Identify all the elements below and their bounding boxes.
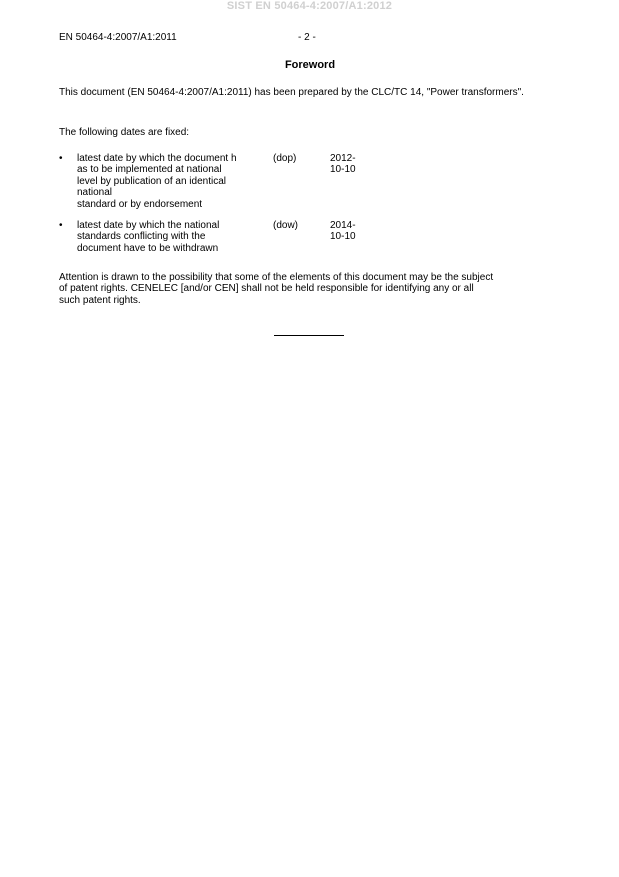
description-line: latest date by which the national — [77, 220, 220, 231]
description-line: latest date by which the document h — [77, 153, 237, 164]
date-item-description — [77, 220, 269, 254]
patent-notice-line: Attention is drawn to the possibility that some of the elements of this document may be the subject — [59, 272, 494, 283]
bullet-icon: • — [59, 153, 63, 164]
patent-notice-line: such patent rights. — [59, 294, 141, 306]
description-line: national — [77, 187, 113, 199]
section-title: Foreword — [284, 59, 336, 71]
date-value: 2012-10-10 — [330, 153, 356, 176]
date-item-description — [77, 153, 269, 210]
description-line: as to be implemented at national — [77, 164, 222, 176]
end-rule — [274, 335, 344, 336]
intro-paragraph: This document (EN 50464-4:2007/A1:2011) has been prepared by the CLC/TC 14, "Power transformers". — [59, 87, 524, 98]
patent-notice — [59, 272, 561, 306]
date-abbreviation: (dow) — [273, 220, 299, 231]
date-abbreviation: (dop) — [273, 153, 297, 164]
bullet-icon: • — [59, 220, 63, 231]
watermark: SIST EN 50464-4:2007/A1:2012 — [226, 0, 393, 12]
dates-intro: The following dates are fixed: — [59, 127, 190, 138]
description-line: standard or by endorsement — [77, 198, 203, 210]
description-line: standards conflicting with the — [77, 231, 206, 243]
patent-notice-line: of patent rights. CENELEC [and/or CEN] shall not be held responsible for identifying any or all — [59, 283, 474, 295]
document-id: EN 50464-4:2007/A1:2011 — [59, 32, 177, 43]
description-line: document have to be withdrawn — [77, 242, 219, 254]
page-number: - 2 - — [298, 32, 316, 43]
date-value: 2014-10-10 — [330, 220, 356, 243]
description-line: level by publication of an identical — [77, 175, 226, 187]
